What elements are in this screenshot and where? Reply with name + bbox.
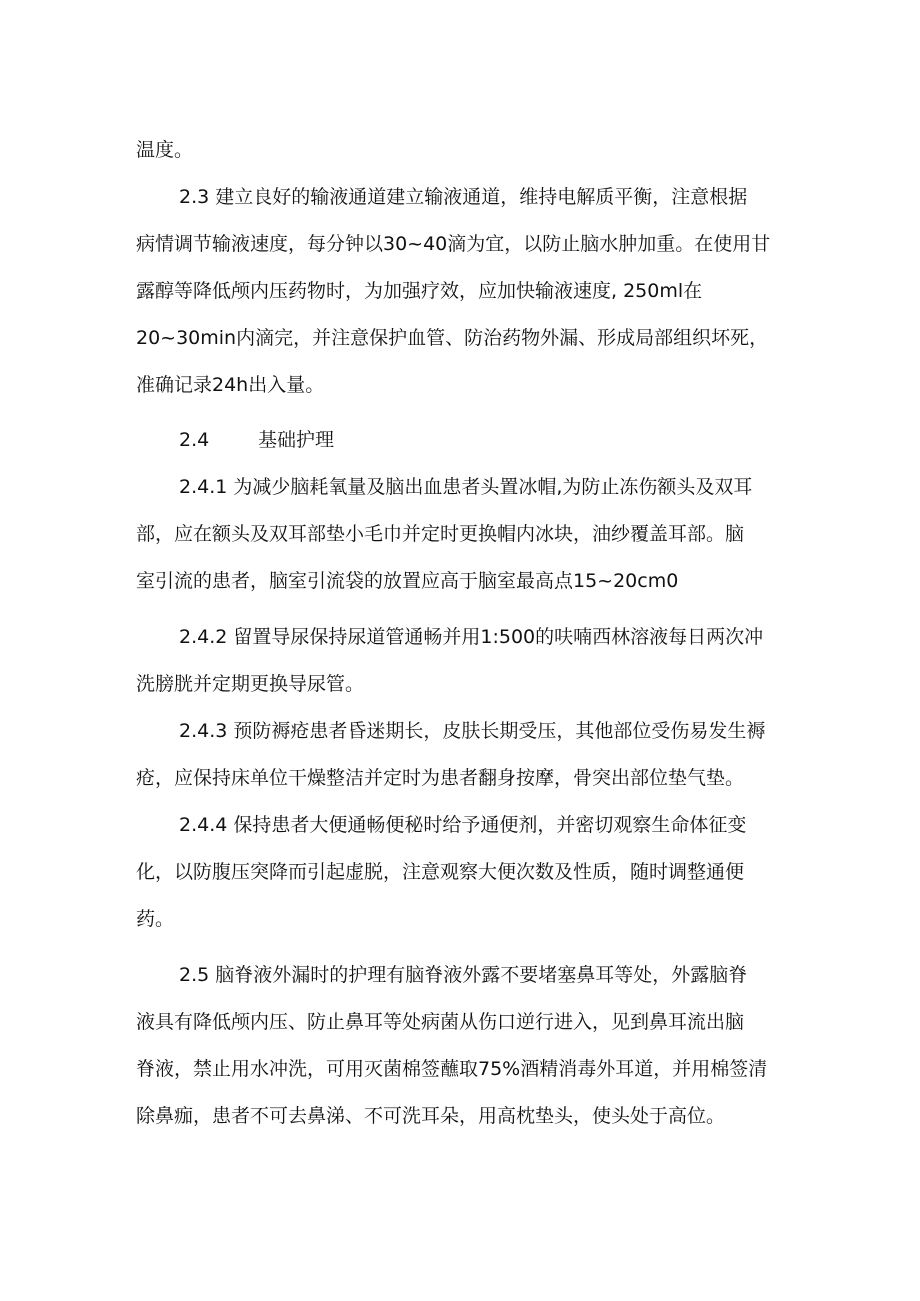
document-page: 温度。 2.3 建立良好的输液通道建立输液通道，维持电解质平衡，注意根据 病情调节输液速度，每分钟以30~40滴为宜，以防止脑水肿加重。在使用甘 露醇等降低颅内压药物时，为加强疗效，应加快输液速度, 250ml在 20~30min内滴完，并注意保护血管、防治药物外漏、形成局部组织坏死， 准确记录24h出入量。 2.4 基础护理 2.4.1 为减少脑耗氧量及脑出血患者头置冰帽,为防止冻伤额头及双耳 部，应在额头及双耳部垫小毛巾并定时更换帽内冰块，油纱覆盖耳部。脑 室引流的患者，脑室引流袋的放置应高于脑室最高点15~20cm0 2.4.2 留置导尿保持尿道管通畅并用1:500的呋喃西林溶液每日两次冲 洗膀胱并定期更换导尿管。 2.4.3 预防褥疮患者昏迷期长，皮肤长期受压，其他部位受伤易发生褥 疮，应保持床单位干燥整洁并定时为患者翻身按摩，骨突出部位垫气垫。 2.4.4 保持患者大便通畅便秘时给予通便剂，并密切观察生命体征变 化，以防腹压突降而引起虚脱，注意观察大便次数及性质，随时调整通便 药。 2.5 脑脊液外漏时的护理有脑脊液外露不要堵塞鼻耳等处，外露脑脊 液具有降低颅内压、防止鼻耳等处病菌从伤口逆行进入，见到鼻耳流出脑 脊液，禁止用水冲洗，可用灭菌棉签蘸取75%酒精消毒外耳道，并用棉签清 除鼻痂，患者不可去鼻涕、不可洗耳朵，用高枕垫头，使头处于高位。 bbox=[136, 139, 771, 1127]
section-number: 2.4 bbox=[179, 429, 210, 451]
section-title: 基础护理 bbox=[258, 429, 335, 451]
